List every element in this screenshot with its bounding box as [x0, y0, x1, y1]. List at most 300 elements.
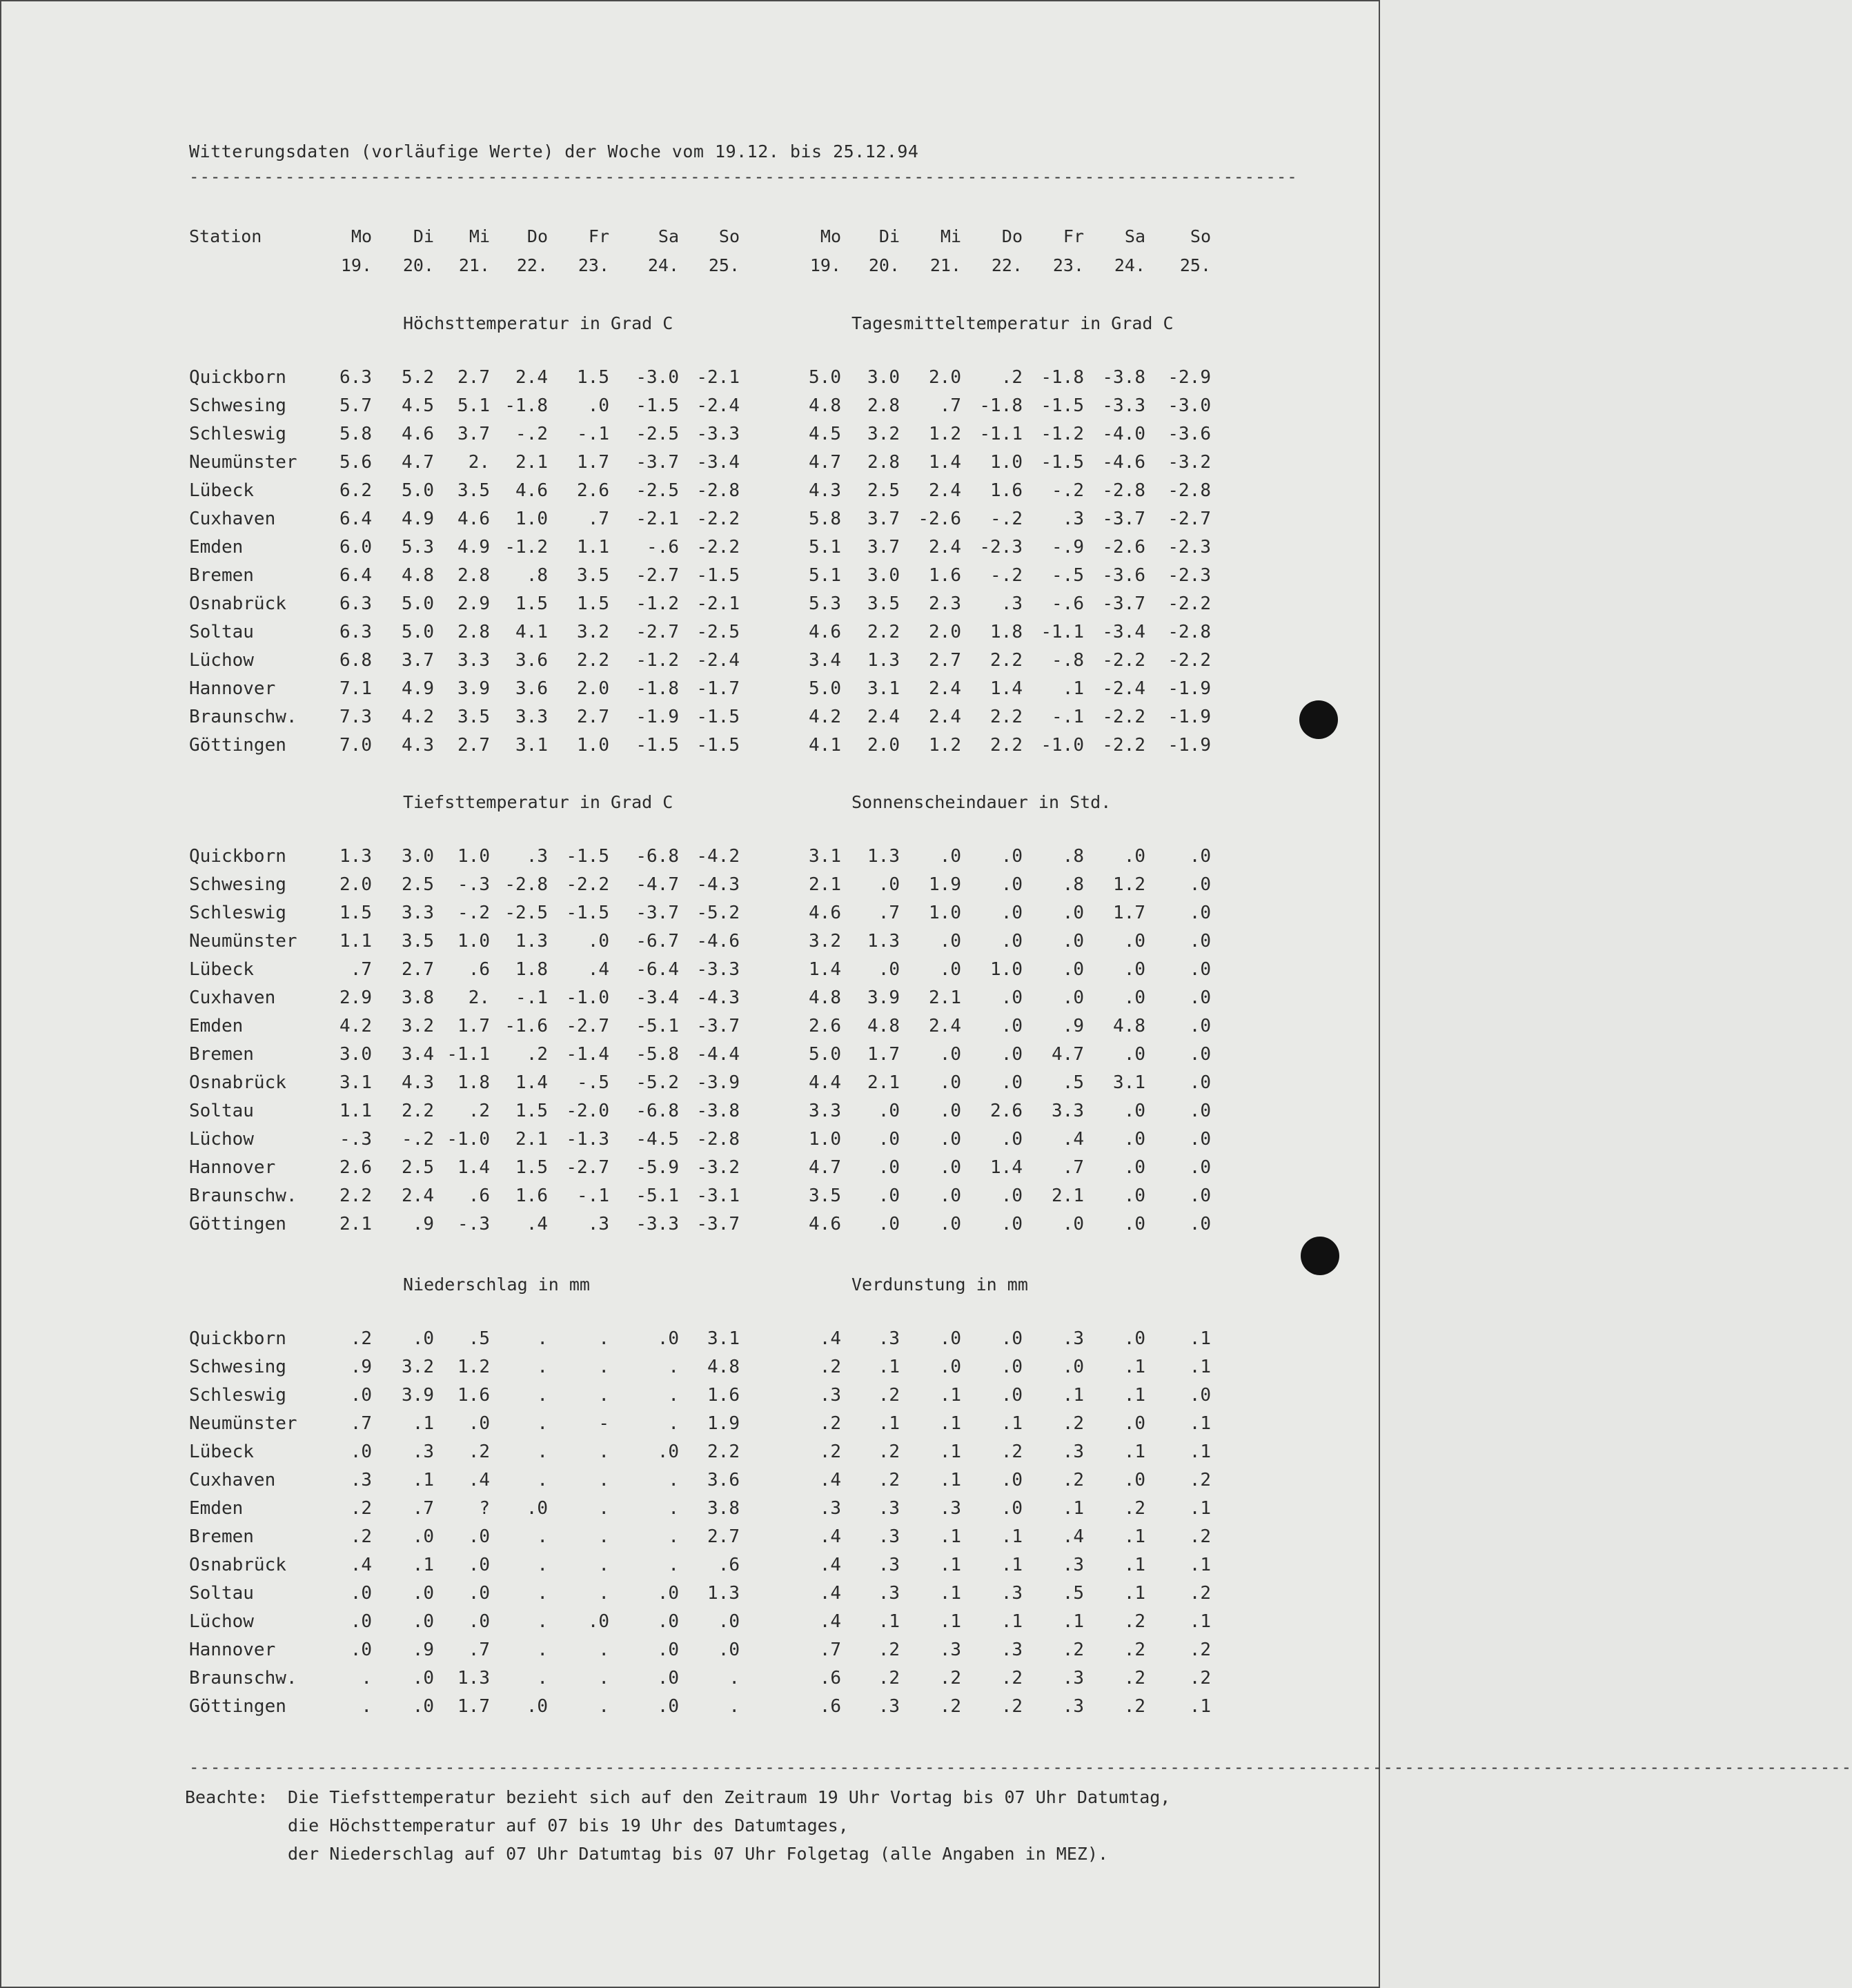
value-cell: -.3: [457, 1214, 490, 1234]
table-row: [1, 987, 1379, 1012]
value-cell: .8: [1062, 874, 1084, 895]
value-cell: -5.9: [636, 1157, 679, 1178]
value-cell: .2: [1062, 1640, 1084, 1660]
header-day: Di: [413, 226, 434, 246]
value-cell: .1: [1189, 1696, 1211, 1717]
value-cell: -5.1: [636, 1185, 679, 1206]
value-cell: 2.4: [929, 678, 961, 699]
value-cell: .: [537, 1611, 548, 1632]
note-line-1: Die Tiefsttemperatur bezieht sich auf den Zeitraum 19 Uhr Vortag bis 07 Uhr Datumtag,: [288, 1787, 1171, 1807]
value-cell: 4.6: [457, 509, 490, 529]
value-cell: .4: [1062, 1526, 1084, 1547]
station-name: Göttingen: [189, 1214, 286, 1234]
station-name: Emden: [189, 1016, 244, 1036]
value-cell: .: [668, 1526, 679, 1547]
value-cell: -2.2: [566, 874, 609, 895]
value-cell: .: [537, 1413, 548, 1434]
value-cell: .0: [1189, 846, 1211, 867]
value-cell: .7: [1062, 1157, 1084, 1178]
header-date: 20.: [868, 255, 900, 275]
value-cell: -3.7: [696, 1214, 740, 1234]
station-name: Osnabrück: [189, 1555, 286, 1575]
value-cell: .0: [1189, 1157, 1211, 1178]
value-cell: .0: [1123, 1185, 1145, 1206]
section-title-left: Niederschlag in mm: [403, 1275, 590, 1295]
value-cell: .1: [1062, 678, 1084, 699]
value-cell: 2.5: [402, 1157, 434, 1178]
value-cell: 4.1: [515, 622, 548, 642]
value-cell: .0: [1001, 874, 1023, 895]
value-cell: .4: [819, 1526, 841, 1547]
note-label: Beachte:: [185, 1787, 268, 1807]
table-row: [1, 622, 1379, 647]
section-title-right: Tagesmitteltemperatur in Grad C: [851, 313, 1174, 333]
value-cell: .6: [468, 1185, 490, 1206]
station-name: Hannover: [189, 678, 276, 699]
value-cell: .0: [1062, 1214, 1084, 1234]
value-cell: .0: [718, 1611, 740, 1632]
value-cell: 4.6: [515, 480, 548, 501]
value-cell: .1: [1123, 1357, 1145, 1377]
value-cell: 1.1: [339, 1101, 372, 1121]
value-cell: -2.1: [636, 509, 679, 529]
value-cell: -1.8: [504, 395, 548, 416]
value-cell: .0: [1189, 1101, 1211, 1121]
value-cell: 4.6: [809, 903, 841, 923]
value-cell: -.6: [1052, 593, 1084, 614]
value-cell: .0: [1123, 1129, 1145, 1150]
value-cell: -3.3: [636, 1214, 679, 1234]
header-day: Do: [1001, 226, 1023, 246]
table-row: [1, 593, 1379, 618]
value-cell: 3.2: [809, 931, 841, 952]
value-cell: 3.5: [809, 1185, 841, 1206]
table-row: [1, 707, 1379, 731]
station-name: Cuxhaven: [189, 1470, 276, 1490]
table-row: [1, 395, 1379, 420]
table-row: [1, 1555, 1379, 1579]
value-cell: -2.1: [696, 593, 740, 614]
value-cell: 2.1: [515, 1129, 548, 1150]
value-cell: .7: [819, 1640, 841, 1660]
value-cell: .9: [412, 1640, 434, 1660]
value-cell: -1.4: [566, 1044, 609, 1065]
value-cell: -3.6: [1168, 424, 1211, 444]
value-cell: 3.2: [402, 1357, 434, 1377]
value-cell: -1.2: [1041, 424, 1084, 444]
value-cell: 1.8: [457, 1072, 490, 1093]
table-row: [1, 452, 1379, 477]
value-cell: -1.6: [504, 1016, 548, 1036]
value-cell: 2.2: [707, 1441, 740, 1462]
value-cell: .3: [526, 846, 548, 867]
value-cell: .0: [1189, 1129, 1211, 1150]
value-cell: .1: [1123, 1441, 1145, 1462]
value-cell: -3.3: [696, 959, 740, 980]
value-cell: .0: [412, 1328, 434, 1349]
value-cell: .0: [412, 1583, 434, 1604]
value-cell: 2.6: [339, 1157, 372, 1178]
value-cell: .1: [1123, 1583, 1145, 1604]
value-cell: .0: [939, 1157, 961, 1178]
station-name: Quickborn: [189, 367, 286, 388]
value-cell: .0: [1189, 931, 1211, 952]
value-cell: -.1: [515, 987, 548, 1008]
value-cell: 4.1: [809, 735, 841, 756]
value-cell: .0: [878, 1129, 900, 1150]
value-cell: 1.0: [457, 931, 490, 952]
value-cell: -.3: [339, 1129, 372, 1150]
table-row: [1, 678, 1379, 703]
value-cell: 2.9: [339, 987, 372, 1008]
value-cell: 1.4: [515, 1072, 548, 1093]
value-cell: .1: [1189, 1498, 1211, 1519]
value-cell: .0: [718, 1640, 740, 1660]
value-cell: -3.7: [1102, 593, 1145, 614]
value-cell: -1.0: [566, 987, 609, 1008]
station-name: Schwesing: [189, 1357, 286, 1377]
value-cell: 1.5: [515, 1101, 548, 1121]
value-cell: .2: [1189, 1470, 1211, 1490]
value-cell: 5.0: [402, 622, 434, 642]
value-cell: 2.: [468, 987, 490, 1008]
value-cell: 4.7: [1052, 1044, 1084, 1065]
value-cell: -4.4: [696, 1044, 740, 1065]
table-row: [1, 1441, 1379, 1466]
station-name: Soltau: [189, 1101, 254, 1121]
value-cell: 5.0: [402, 593, 434, 614]
section-title-left: Tiefsttemperatur in Grad C: [403, 792, 673, 812]
value-cell: 3.4: [402, 1044, 434, 1065]
value-cell: .0: [1189, 1385, 1211, 1406]
station-name: Lübeck: [189, 480, 254, 501]
value-cell: .3: [819, 1498, 841, 1519]
value-cell: 1.8: [990, 622, 1023, 642]
value-cell: -2.8: [1102, 480, 1145, 501]
value-cell: .4: [819, 1555, 841, 1575]
station-name: Schwesing: [189, 395, 286, 416]
value-cell: -2.5: [696, 622, 740, 642]
value-cell: 1.8: [515, 959, 548, 980]
value-cell: 4.2: [402, 707, 434, 727]
value-cell: -1.5: [566, 903, 609, 923]
value-cell: .0: [1062, 1357, 1084, 1377]
value-cell: .0: [350, 1640, 372, 1660]
value-cell: .3: [587, 1214, 609, 1234]
value-cell: .1: [1062, 1498, 1084, 1519]
note-line-3: der Niederschlag auf 07 Uhr Datumtag bis 07 Uhr Folgetag (alle Angaben in MEZ).: [288, 1844, 1109, 1864]
value-cell: .0: [1189, 1185, 1211, 1206]
value-cell: 3.0: [867, 367, 900, 388]
value-cell: -1.5: [696, 565, 740, 586]
section-title-right: Verdunstung in mm: [851, 1275, 1028, 1295]
table-row: [1, 1357, 1379, 1381]
value-cell: .2: [350, 1328, 372, 1349]
value-cell: .3: [1062, 1328, 1084, 1349]
value-cell: 4.9: [457, 537, 490, 558]
value-cell: .0: [468, 1555, 490, 1575]
value-cell: 7.0: [339, 735, 372, 756]
value-cell: 1.7: [457, 1696, 490, 1717]
value-cell: 4.7: [809, 452, 841, 473]
value-cell: .4: [1062, 1129, 1084, 1150]
value-cell: .0: [939, 1072, 961, 1093]
value-cell: .0: [1123, 1214, 1145, 1234]
value-cell: 4.8: [809, 987, 841, 1008]
station-name: Soltau: [189, 1583, 254, 1604]
value-cell: 2.7: [929, 650, 961, 671]
value-cell: 3.5: [402, 931, 434, 952]
value-cell: .0: [468, 1413, 490, 1434]
value-cell: -2.5: [504, 903, 548, 923]
value-cell: .1: [1189, 1328, 1211, 1349]
value-cell: 1.9: [707, 1413, 740, 1434]
header-date: 21.: [929, 255, 961, 275]
value-cell: .0: [350, 1611, 372, 1632]
station-name: Lüchow: [189, 650, 254, 671]
value-cell: -2.4: [696, 650, 740, 671]
value-cell: 5.6: [339, 452, 372, 473]
value-cell: .: [668, 1555, 679, 1575]
value-cell: .2: [1189, 1526, 1211, 1547]
value-cell: 3.2: [577, 622, 609, 642]
value-cell: -6.8: [636, 1101, 679, 1121]
value-cell: .0: [1123, 1157, 1145, 1178]
value-cell: .1: [939, 1526, 961, 1547]
value-cell: .0: [939, 1357, 961, 1377]
header-date: 23.: [1052, 255, 1084, 275]
value-cell: 4.8: [707, 1357, 740, 1377]
value-cell: .2: [1123, 1611, 1145, 1632]
value-cell: .0: [657, 1611, 679, 1632]
station-name: Cuxhaven: [189, 509, 276, 529]
station-name: Schleswig: [189, 1385, 286, 1406]
value-cell: 1.4: [929, 452, 961, 473]
value-cell: .2: [1123, 1696, 1145, 1717]
header-date: 23.: [578, 255, 609, 275]
value-cell: 7.1: [339, 678, 372, 699]
value-cell: .1: [1189, 1555, 1211, 1575]
value-cell: .0: [1123, 1470, 1145, 1490]
value-cell: .4: [819, 1328, 841, 1349]
value-cell: .6: [468, 959, 490, 980]
value-cell: 1.7: [577, 452, 609, 473]
value-cell: 5.7: [339, 395, 372, 416]
value-cell: .0: [878, 959, 900, 980]
value-cell: -2.8: [1168, 480, 1211, 501]
value-cell: .: [537, 1357, 548, 1377]
value-cell: -3.0: [636, 367, 679, 388]
station-name: Braunschw.: [189, 1185, 297, 1206]
value-cell: -1.3: [566, 1129, 609, 1150]
value-cell: 3.9: [402, 1385, 434, 1406]
value-cell: .1: [412, 1413, 434, 1434]
value-cell: .1: [939, 1441, 961, 1462]
value-cell: -1.0: [446, 1129, 490, 1150]
value-cell: .3: [1001, 593, 1023, 614]
value-cell: 3.3: [809, 1101, 841, 1121]
value-cell: .0: [878, 1214, 900, 1234]
value-cell: .2: [878, 1668, 900, 1689]
header-day: Fr: [1063, 226, 1084, 246]
value-cell: .0: [412, 1696, 434, 1717]
value-cell: 7.3: [339, 707, 372, 727]
value-cell: -2.2: [696, 509, 740, 529]
value-cell: .: [598, 1555, 609, 1575]
value-cell: .0: [878, 874, 900, 895]
value-cell: 3.0: [339, 1044, 372, 1065]
value-cell: 2.9: [457, 593, 490, 614]
value-cell: .0: [657, 1583, 679, 1604]
value-cell: 2.6: [990, 1101, 1023, 1121]
header-day: Sa: [658, 226, 679, 246]
value-cell: 2.2: [577, 650, 609, 671]
value-cell: -3.2: [696, 1157, 740, 1178]
value-cell: 2.2: [339, 1185, 372, 1206]
table-row: [1, 735, 1379, 760]
value-cell: 2.8: [867, 395, 900, 416]
value-cell: 2.4: [929, 537, 961, 558]
value-cell: .0: [1189, 1016, 1211, 1036]
table-row: [1, 1016, 1379, 1041]
value-cell: -4.6: [1102, 452, 1145, 473]
value-cell: -2.8: [696, 480, 740, 501]
note-line-2: die Höchsttemperatur auf 07 bis 19 Uhr des Datumtages,: [288, 1815, 849, 1836]
value-cell: 3.6: [515, 650, 548, 671]
value-cell: 3.7: [867, 537, 900, 558]
value-cell: -2.6: [918, 509, 961, 529]
value-cell: .: [537, 1583, 548, 1604]
value-cell: 2.4: [515, 367, 548, 388]
value-cell: 1.6: [990, 480, 1023, 501]
value-cell: .3: [878, 1583, 900, 1604]
value-cell: 4.2: [339, 1016, 372, 1036]
value-cell: -.2: [990, 565, 1023, 586]
value-cell: .0: [1189, 874, 1211, 895]
value-cell: .0: [1001, 931, 1023, 952]
value-cell: 1.0: [929, 903, 961, 923]
value-cell: .1: [1062, 1611, 1084, 1632]
value-cell: -1.9: [1168, 735, 1211, 756]
value-cell: .2: [878, 1640, 900, 1660]
value-cell: -.1: [577, 1185, 609, 1206]
value-cell: -4.5: [636, 1129, 679, 1150]
value-cell: -1.5: [636, 735, 679, 756]
value-cell: .0: [1062, 931, 1084, 952]
value-cell: .1: [939, 1385, 961, 1406]
value-cell: 1.4: [990, 1157, 1023, 1178]
value-cell: .: [598, 1696, 609, 1717]
value-cell: .0: [1001, 1072, 1023, 1093]
table-row: [1, 1696, 1379, 1721]
value-cell: .2: [1123, 1668, 1145, 1689]
value-cell: 1.3: [867, 650, 900, 671]
value-cell: .0: [939, 846, 961, 867]
value-cell: 2.5: [402, 874, 434, 895]
value-cell: 2.1: [867, 1072, 900, 1093]
value-cell: .1: [1001, 1611, 1023, 1632]
value-cell: .0: [939, 931, 961, 952]
value-cell: 6.2: [339, 480, 372, 501]
value-cell: .4: [526, 1214, 548, 1234]
value-cell: 3.1: [1113, 1072, 1145, 1093]
value-cell: ?: [479, 1498, 490, 1519]
value-cell: -4.0: [1102, 424, 1145, 444]
value-cell: .3: [878, 1498, 900, 1519]
section-title-right: Sonnenscheindauer in Std.: [851, 792, 1112, 812]
value-cell: -.6: [647, 537, 679, 558]
value-cell: 1.5: [515, 1157, 548, 1178]
value-cell: .5: [1062, 1583, 1084, 1604]
value-cell: 3.3: [402, 903, 434, 923]
value-cell: 1.3: [867, 931, 900, 952]
value-cell: -2.7: [566, 1157, 609, 1178]
value-cell: .: [668, 1413, 679, 1434]
value-cell: .0: [412, 1611, 434, 1632]
value-cell: .3: [1062, 1555, 1084, 1575]
value-cell: .0: [878, 1101, 900, 1121]
value-cell: .0: [1001, 846, 1023, 867]
value-cell: -5.1: [636, 1016, 679, 1036]
value-cell: .3: [878, 1526, 900, 1547]
value-cell: .3: [878, 1328, 900, 1349]
value-cell: 2.1: [339, 1214, 372, 1234]
header-day: Mi: [469, 226, 490, 246]
value-cell: -.1: [1052, 707, 1084, 727]
header-date: 21.: [458, 255, 490, 275]
value-cell: .6: [819, 1696, 841, 1717]
value-cell: 3.2: [867, 424, 900, 444]
value-cell: 4.8: [402, 565, 434, 586]
value-cell: .0: [1062, 987, 1084, 1008]
value-cell: 2.7: [402, 959, 434, 980]
value-cell: .0: [587, 931, 609, 952]
value-cell: -2.0: [566, 1101, 609, 1121]
value-cell: .0: [657, 1668, 679, 1689]
value-cell: .: [537, 1470, 548, 1490]
value-cell: .4: [819, 1583, 841, 1604]
value-cell: 5.1: [809, 565, 841, 586]
value-cell: .3: [1001, 1640, 1023, 1660]
value-cell: 1.0: [990, 959, 1023, 980]
value-cell: .: [598, 1583, 609, 1604]
value-cell: 1.6: [707, 1385, 740, 1406]
value-cell: 3.8: [402, 987, 434, 1008]
value-cell: -2.2: [1102, 735, 1145, 756]
value-cell: -1.2: [504, 537, 548, 558]
value-cell: 2.0: [867, 735, 900, 756]
value-cell: .0: [1001, 1016, 1023, 1036]
value-cell: .2: [939, 1668, 961, 1689]
value-cell: .0: [939, 959, 961, 980]
value-cell: .1: [412, 1555, 434, 1575]
value-cell: 3.6: [515, 678, 548, 699]
value-cell: .0: [1001, 1214, 1023, 1234]
value-cell: 1.7: [457, 1016, 490, 1036]
value-cell: .1: [1189, 1357, 1211, 1377]
value-cell: .0: [1189, 987, 1211, 1008]
value-cell: .1: [878, 1357, 900, 1377]
station-name: Göttingen: [189, 1696, 286, 1717]
value-cell: 2.1: [515, 452, 548, 473]
value-cell: .0: [350, 1441, 372, 1462]
value-cell: -1.1: [1041, 622, 1084, 642]
header-day: So: [718, 226, 740, 246]
value-cell: .1: [1001, 1526, 1023, 1547]
value-cell: 3.0: [402, 846, 434, 867]
value-cell: -1.1: [446, 1044, 490, 1065]
header-station: Station: [189, 226, 262, 246]
